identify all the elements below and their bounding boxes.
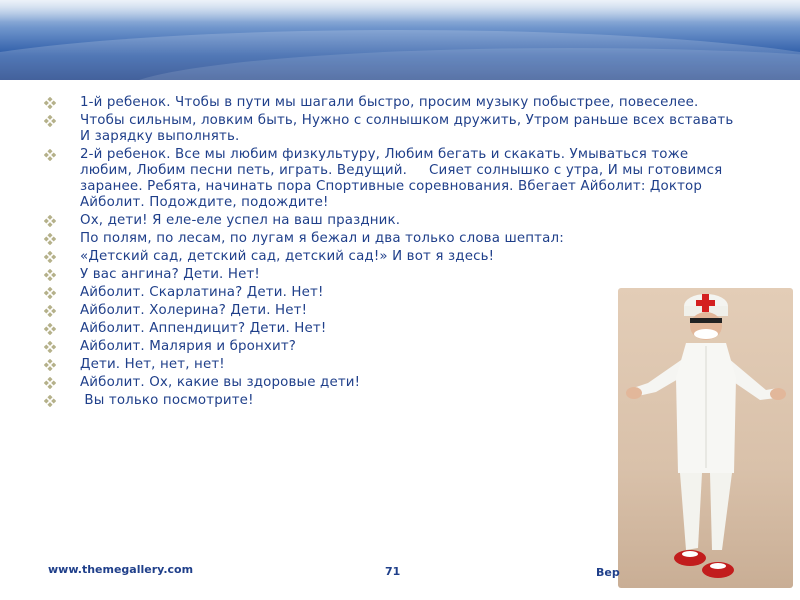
list-item-text: Айболит. Малярия и бронхит? [80, 339, 297, 354]
list-item-text: Айболит. Ох, какие вы здоровые дети! [80, 375, 361, 390]
diamond-bullet-icon [44, 359, 56, 371]
list-item [44, 95, 744, 111]
list-item [44, 267, 744, 283]
diamond-bullet-icon [44, 149, 56, 161]
diamond-bullet-icon [44, 395, 56, 407]
diamond-bullet-icon [44, 287, 56, 299]
list-item [44, 147, 744, 211]
list-item-text: Айболит. Аппендицит? Дети. Нет! [80, 321, 327, 336]
list-item [44, 231, 744, 247]
footer-right-text: Вер [596, 566, 620, 579]
list-item-text: У вас ангина? Дети. Нет! [80, 267, 260, 282]
diamond-bullet-icon [44, 251, 56, 263]
diamond-bullet-icon [44, 323, 56, 335]
diamond-bullet-icon [44, 305, 56, 317]
diamond-bullet-icon [44, 377, 56, 389]
diamond-bullet-icon [44, 215, 56, 227]
header-banner [0, 0, 800, 80]
list-item [44, 249, 744, 265]
list-item-text: Ох, дети! Я еле-еле успел на ваш праздник. [80, 213, 401, 228]
list-item-text: Вы только посмотрите! [80, 393, 254, 408]
diamond-bullet-icon [44, 341, 56, 353]
list-item-text: «Детский сад, детский сад, детский сад!» И вот я здесь! [80, 249, 495, 264]
banner-highlight [0, 0, 800, 22]
list-item [44, 113, 744, 145]
footer-website: www.themegallery.com [48, 563, 194, 576]
list-item-text: По полям, по лесам, по лугам я бежал и два только слова шептал: [80, 231, 564, 246]
list-item-text: 1-й ребенок. Чтобы в пути мы шагали быстро, просим музыку побыстрее, повеселее. [80, 95, 699, 110]
list-item-text: Айболит. Скарлатина? Дети. Нет! [80, 285, 324, 300]
list-item-text: Дети. Нет, нет, нет! [80, 357, 225, 372]
list-item [44, 213, 744, 229]
list-item-text: Айболит. Холерина? Дети. Нет! [80, 303, 308, 318]
diamond-bullet-icon [44, 97, 56, 109]
diamond-bullet-icon [44, 115, 56, 127]
diamond-bullet-icon [44, 269, 56, 281]
list-item-text: Чтобы сильным, ловким быть, Нужно с солнышком дружить, Утром раньше всех вставать И зарядку выполнять. [80, 113, 738, 144]
list-item-text: 2-й ребенок. Все мы любим физкультуру, Любим бегать и скакать. Умываться тоже любим, Любим песни петь, играть. Ведущий. Сияет солнышко с утра, И мы готовимся заранее. Ребята, начинать пора Спортивные соревнования. Вбегает Айболит: Доктор Айболит. Подождите, подождите! [80, 147, 727, 210]
doctor-figure-icon [618, 288, 793, 588]
diamond-bullet-icon [44, 233, 56, 245]
footer-page-number: 71 [385, 565, 401, 578]
